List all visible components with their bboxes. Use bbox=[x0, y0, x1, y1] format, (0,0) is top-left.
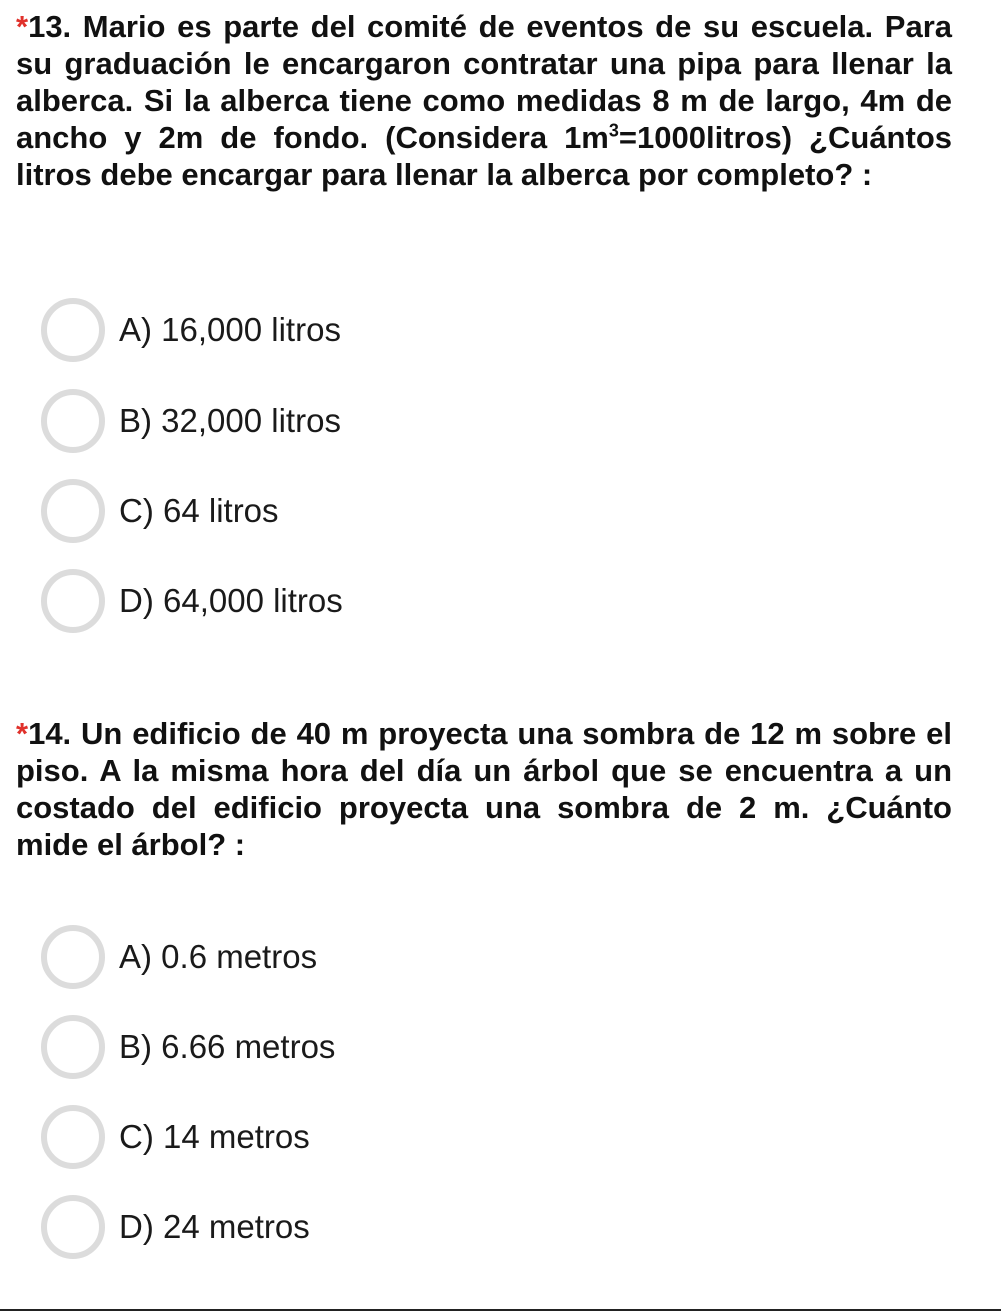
question-13-number: 13. bbox=[28, 9, 72, 44]
q14-option-c[interactable] bbox=[41, 1105, 310, 1169]
question-14-text bbox=[16, 715, 952, 863]
question-14-number: 14. bbox=[28, 716, 72, 751]
radio-circle-icon[interactable] bbox=[41, 925, 105, 989]
radio-circle-icon[interactable] bbox=[41, 389, 105, 453]
question-13-text bbox=[16, 8, 952, 193]
radio-circle-icon[interactable] bbox=[41, 479, 105, 543]
required-asterisk: * bbox=[16, 716, 29, 751]
radio-circle-icon[interactable] bbox=[41, 569, 105, 633]
q14-option-d-label: D) 24 metros bbox=[119, 1208, 310, 1245]
q13-option-a[interactable] bbox=[41, 298, 341, 362]
question-13-text-after: =1000litros) ¿Cuántos litros debe encargar para llenar la alberca por completo? : bbox=[16, 120, 952, 192]
question-14-body: Un edificio de 40 m proyecta una sombra de 12 m sobre el piso. A la misma hora del día un árbol que se encuentra a un costado del edificio proyecta una sombra de 2 m. ¿Cuánto mide el árbol? : bbox=[16, 716, 952, 862]
q14-option-b-label: B) 6.66 metros bbox=[119, 1028, 336, 1065]
q14-option-c-label: C) 14 metros bbox=[119, 1118, 310, 1155]
q13-option-b[interactable] bbox=[41, 389, 341, 453]
radio-circle-icon[interactable] bbox=[41, 298, 105, 362]
q13-option-a-label: A) 16,000 litros bbox=[119, 311, 341, 348]
question-13-text-before: Mario es parte del comité de eventos de su escuela. Para su graduación le encargaron contratar una pipa para llenar la alberca. Si la alberca tiene como medidas 8 m de largo, 4m de ancho y 2m de fondo. (Considera 1m bbox=[16, 9, 952, 155]
q13-option-c-label: C) 64 litros bbox=[119, 492, 279, 529]
q14-option-d[interactable] bbox=[41, 1195, 310, 1259]
q14-option-a-label: A) 0.6 metros bbox=[119, 938, 318, 975]
radio-circle-icon[interactable] bbox=[41, 1105, 105, 1169]
q13-option-b-label: B) 32,000 litros bbox=[119, 402, 341, 439]
q14-option-b[interactable] bbox=[41, 1015, 335, 1079]
superscript-3: 3 bbox=[608, 120, 619, 141]
radio-circle-icon[interactable] bbox=[41, 1015, 105, 1079]
q13-option-d[interactable] bbox=[41, 569, 343, 633]
required-asterisk: * bbox=[16, 9, 29, 44]
q13-option-c[interactable] bbox=[41, 479, 279, 543]
q13-option-d-label: D) 64,000 litros bbox=[119, 582, 343, 619]
radio-circle-icon[interactable] bbox=[41, 1195, 105, 1259]
q14-option-a[interactable] bbox=[41, 925, 317, 989]
